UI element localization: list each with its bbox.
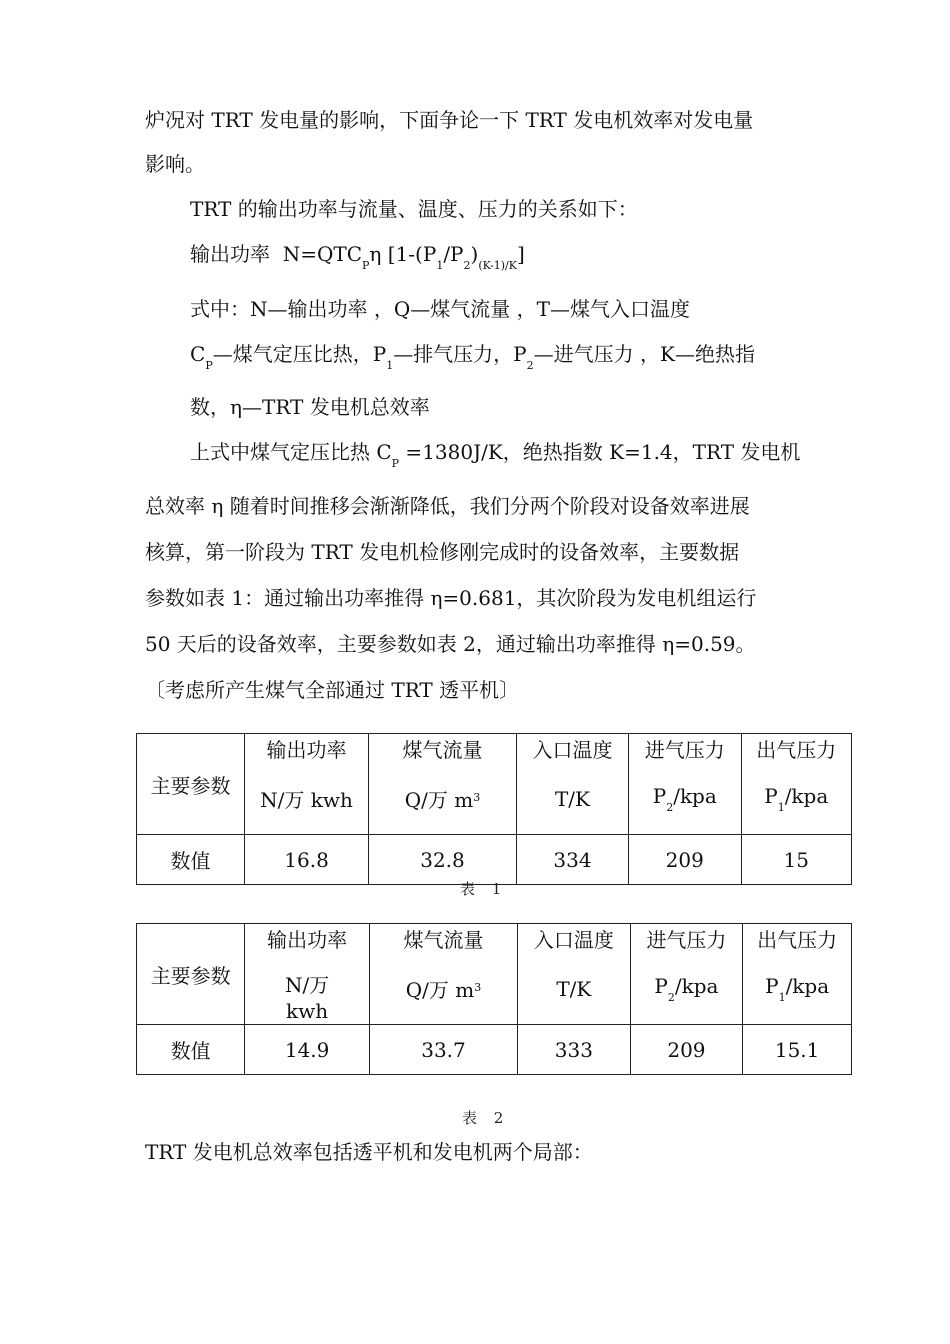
header-cell bbox=[518, 924, 630, 1025]
value-head-cell: 数值 bbox=[137, 835, 245, 885]
header-name: 入口温度 bbox=[532, 738, 613, 762]
data-table-2 bbox=[136, 923, 852, 1075]
value-cell: 15.1 bbox=[743, 1025, 852, 1075]
header-unit: $P_1$/kpa bbox=[764, 783, 829, 814]
data-table-1 bbox=[136, 733, 852, 885]
header-name: 进气压力 bbox=[644, 738, 725, 762]
paragraph-line: 〔考虑所产生煤气全部通过 TRT 透平机〕 bbox=[145, 678, 520, 702]
paragraph-line: TRT 的输出功率与流量、温度、压力的关系如下： bbox=[190, 197, 638, 221]
table-caption: 表 2 bbox=[462, 1109, 510, 1127]
header-cell bbox=[369, 924, 517, 1025]
formula-text: N=QTC bbox=[282, 242, 363, 266]
header-name: 入口温度 bbox=[533, 928, 614, 952]
header-cell bbox=[245, 924, 369, 1025]
header-cell bbox=[630, 924, 743, 1025]
formula-label: 输出功率 bbox=[190, 242, 270, 266]
formula-text: η [1-(P bbox=[369, 242, 437, 266]
formula-line bbox=[190, 240, 525, 280]
row-head-cell: 主要参数 bbox=[137, 924, 245, 1025]
value-cell: 16.8 bbox=[244, 835, 368, 885]
formula-text: /P bbox=[443, 242, 464, 266]
text: =1380J/K，绝热指数 K=1.4，TRT 发电机 bbox=[399, 440, 801, 464]
header-cell bbox=[743, 924, 852, 1025]
subscript: 1 bbox=[386, 359, 394, 372]
formula-superscript: (K-1)/K bbox=[478, 259, 517, 272]
formula-subscript: 1 bbox=[436, 259, 444, 272]
text: —排气压力，P bbox=[393, 342, 527, 366]
paragraph-line: 数，η—TRT 发电机总效率 bbox=[190, 395, 430, 419]
paragraph-line: 总效率 η 随着时间推移会渐渐降低，我们分两个阶段对设备效率进展 bbox=[145, 494, 750, 518]
text: —进气压力 ，K—绝热指 bbox=[533, 342, 755, 366]
paragraph-line: 式中：N—输出功率 ，Q—煤气流量 ，T—煤气入口温度 bbox=[190, 297, 690, 321]
header-unit: N/万 kwh bbox=[284, 973, 330, 1023]
subscript: P bbox=[205, 359, 213, 372]
formula-subscript: P bbox=[362, 259, 370, 272]
formula-text: ) bbox=[470, 242, 479, 266]
header-name: 煤气流量 bbox=[402, 738, 483, 762]
table-caption: 表 1 bbox=[460, 880, 508, 898]
paragraph-line: 核算，第一阶段为 TRT 发电机检修刚完成时的设备效率，主要数据 bbox=[145, 540, 740, 564]
text: —煤气定压比热，P bbox=[212, 342, 387, 366]
value-cell: 209 bbox=[629, 835, 741, 885]
header-unit: $P_1$/kpa bbox=[765, 973, 830, 1004]
row-head-cell: 主要参数 bbox=[137, 734, 245, 835]
value-cell: 209 bbox=[630, 1025, 743, 1075]
header-cell bbox=[629, 734, 741, 835]
table-header-row bbox=[137, 924, 852, 1025]
text: C bbox=[190, 342, 206, 366]
subscript: 2 bbox=[526, 359, 534, 372]
subscript: P bbox=[391, 457, 400, 470]
header-unit: Q/万 $m^3$ bbox=[404, 788, 481, 812]
table-header-row bbox=[137, 734, 852, 835]
header-unit: T/K bbox=[556, 976, 592, 1001]
paragraph-line: 参数如表 1：通过输出功率推得 η=0.681，其次阶段为发电机组运行 bbox=[145, 586, 757, 610]
value-cell: 32.8 bbox=[369, 835, 517, 885]
paragraph-line: TRT 发电机总效率包括透平机和发电机两个局部： bbox=[145, 1140, 593, 1164]
header-unit: Q/万 $m^3$ bbox=[405, 978, 482, 1002]
formula-subscript: 2 bbox=[463, 259, 471, 272]
value-cell: 33.7 bbox=[369, 1025, 517, 1075]
value-cell: 14.9 bbox=[245, 1025, 369, 1075]
header-name: 输出功率 bbox=[267, 928, 348, 952]
header-unit: $P_2$/kpa bbox=[654, 973, 719, 1004]
table-row bbox=[137, 1025, 852, 1075]
header-unit: T/K bbox=[554, 786, 590, 811]
header-cell bbox=[741, 734, 852, 835]
header-name: 煤气流量 bbox=[403, 928, 484, 952]
paragraph-line: 影响。 bbox=[145, 152, 205, 176]
header-name: 进气压力 bbox=[646, 928, 727, 952]
header-unit: $P_2$/kpa bbox=[652, 783, 717, 814]
paragraph-line bbox=[190, 438, 800, 478]
header-cell bbox=[369, 734, 517, 835]
value-head-cell: 数值 bbox=[137, 1025, 245, 1075]
header-unit: N/万 kwh bbox=[260, 788, 353, 812]
formula-text: ] bbox=[516, 242, 525, 266]
header-name: 出气压力 bbox=[756, 738, 837, 762]
paragraph-line: 50 天后的设备效率，主要参数如表 2，通过输出功率推得 η=0.59。 bbox=[145, 632, 756, 656]
definition-line bbox=[190, 340, 755, 380]
table-row bbox=[137, 835, 852, 885]
header-cell bbox=[244, 734, 368, 835]
value-cell: 333 bbox=[518, 1025, 630, 1075]
header-name: 出气压力 bbox=[757, 928, 838, 952]
header-name: 输出功率 bbox=[266, 738, 347, 762]
text: 上式中煤气定压比热 C bbox=[190, 440, 392, 464]
value-cell: 334 bbox=[516, 835, 628, 885]
header-cell bbox=[516, 734, 628, 835]
paragraph-line: 炉况对 TRT 发电量的影响，下面争论一下 TRT 发电机效率对发电量 bbox=[145, 108, 754, 132]
value-cell: 15 bbox=[741, 835, 852, 885]
